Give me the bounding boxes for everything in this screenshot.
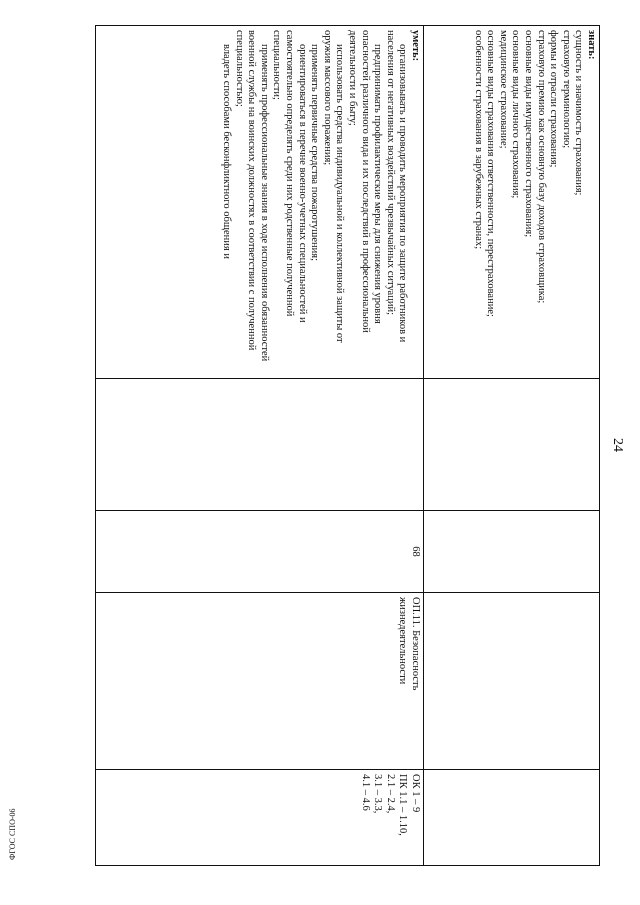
knowledge-item: формы и отрасли страхования; (548, 30, 560, 168)
knowledge-item: сущность и значимость страхования; (573, 30, 585, 196)
competency-code: 2.1 – 2.4, (384, 774, 396, 814)
table-row-knowledge (424, 26, 600, 866)
knowledge-item: медицинское страхование; (497, 30, 509, 149)
empty-cell (424, 379, 600, 511)
footer-code (8, 770, 20, 860)
skills-header: уметь: (410, 30, 421, 62)
empty-cell (424, 770, 600, 866)
competency-code: ПК 1.1 – 1.10, (397, 774, 409, 836)
skills-item: ориентироваться в перечне военно-учетных специальностей и самостоятельно определять среди них родственные полученной специальности; (271, 30, 308, 323)
skills-item: применять первичные средства пожаротушения; (309, 44, 321, 262)
table-row-skills (96, 26, 424, 866)
skills-cell (96, 26, 424, 379)
rotated-page-content (95, 25, 625, 865)
empty-cell (424, 593, 600, 770)
competencies-cell (96, 770, 424, 866)
knowledge-header: знать: (586, 30, 597, 60)
knowledge-item: особенности страхования в зарубежных странах; (472, 30, 484, 250)
competency-code: ОК 1 – 9 (410, 774, 421, 813)
knowledge-item: страховую терминологию; (560, 30, 572, 149)
footer-code-text: ФГОС СПО-06 (8, 808, 17, 860)
knowledge-cell (424, 26, 600, 379)
hours-cell: 68 (96, 511, 424, 593)
skills-item: применять профессиональные знания в ходе исполнения обязанностей военной службы на воинских должностях в соответствии с полученной специальностью; (233, 30, 270, 362)
skills-item: предпринимать профилактические меры для снижения уровня опасностей различного вида и их последствий в профессиональной деятельности и быту; (347, 30, 384, 333)
knowledge-item: основные виды личного страхования; (510, 30, 522, 199)
page-number: 24 (610, 438, 625, 452)
empty-cell (96, 379, 424, 511)
competency-code: 4.1 – 4.6 (359, 774, 371, 811)
skills-item: использовать средства индивидуальной и коллективной защиты от оружия массового поражения; (321, 30, 346, 343)
discipline-cell: ОП.11. Безопасность жизнедеятельности (96, 593, 424, 770)
knowledge-item: страховую премию как основную базу доходов страховщика; (535, 30, 547, 304)
skills-item: владеть способами бесконфликтного общения и (221, 44, 233, 259)
empty-cell (424, 511, 600, 593)
competency-code: 3.1 – 3.3, (372, 774, 384, 814)
knowledge-item: основные виды имущественного страхования; (523, 30, 535, 238)
standard-table (95, 25, 600, 866)
skills-item: организовывать и проводить мероприятия по защите работников и населения от негативных воздействий чрезвычайных ситуаций; (384, 30, 409, 343)
knowledge-item: основные виды страхования ответственности, перестрахование; (485, 30, 497, 317)
